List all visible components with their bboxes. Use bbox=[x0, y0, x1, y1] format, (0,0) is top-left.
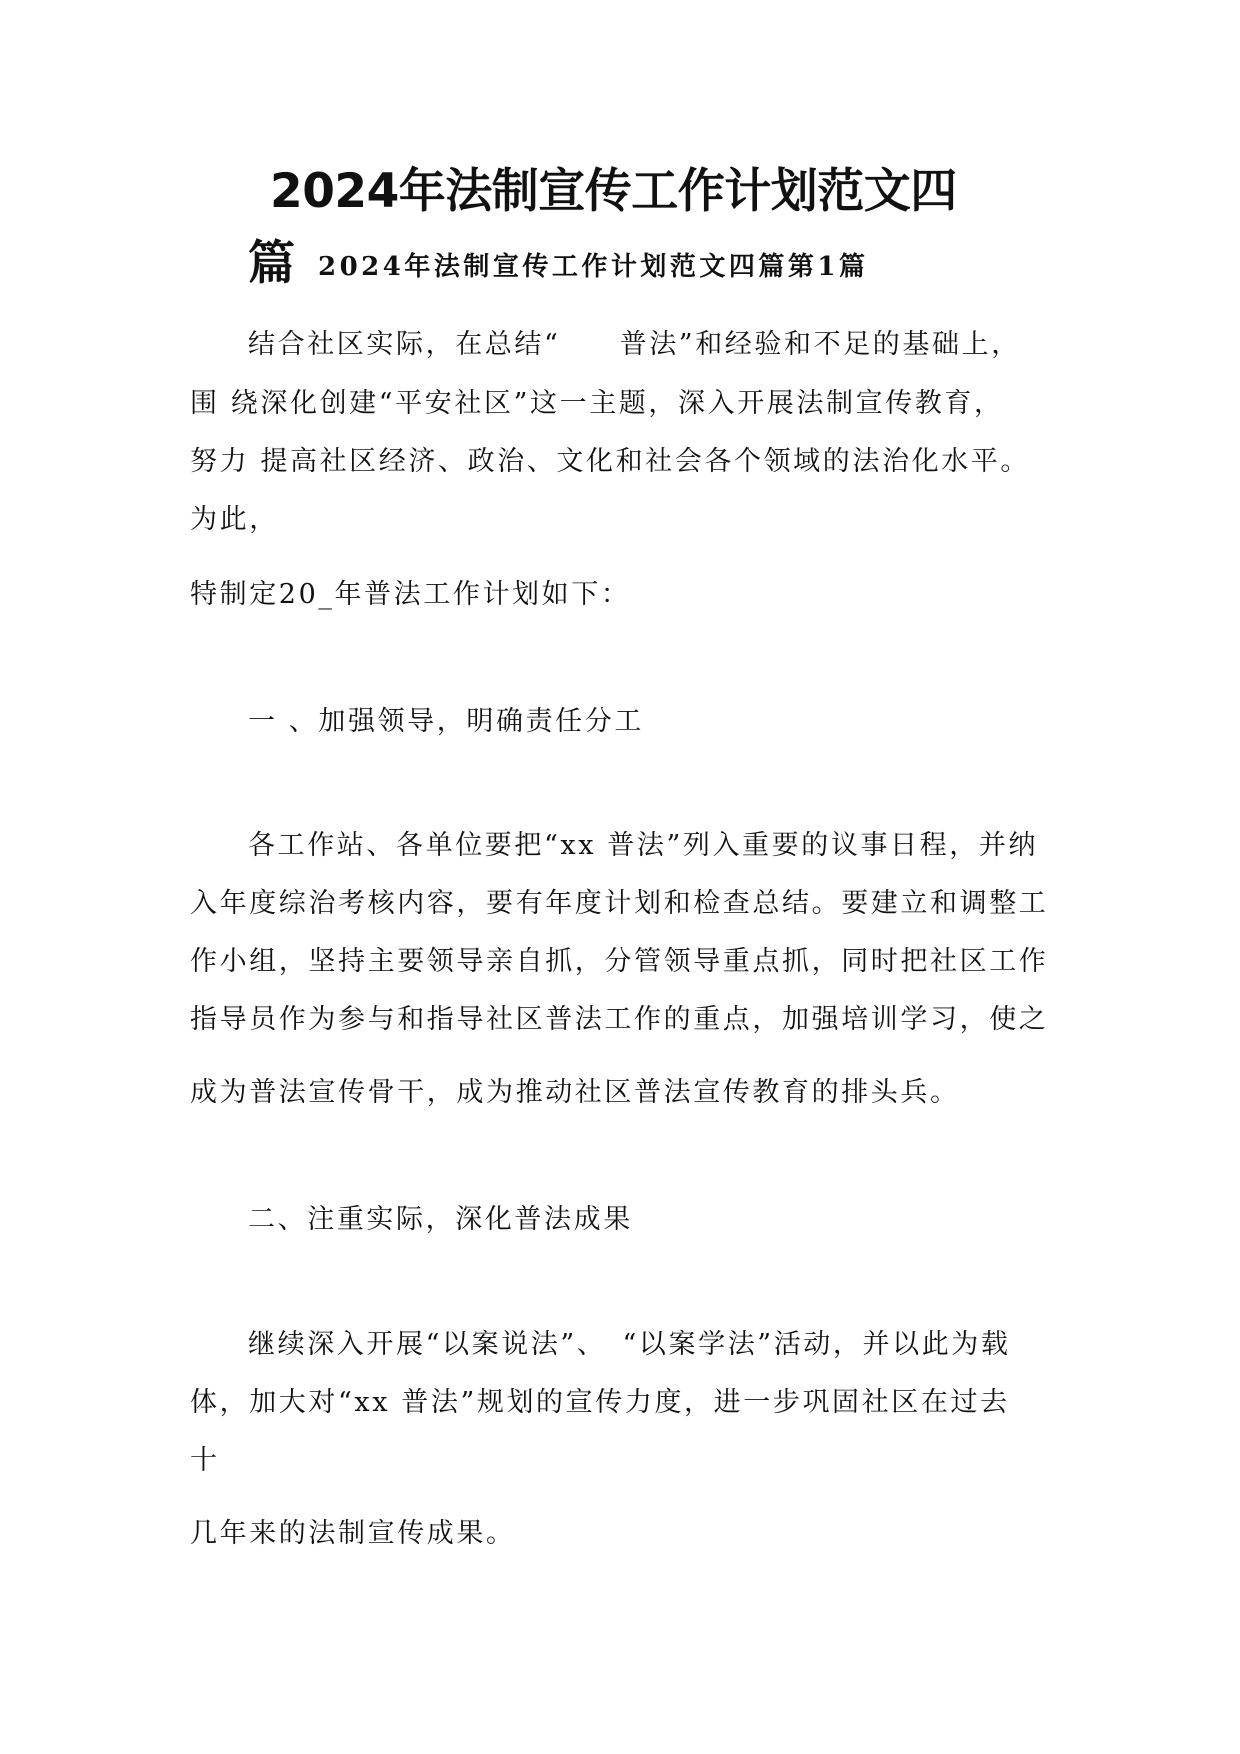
section2-line-1: 继续深入开展“以案说法”、 “以案学法”活动，并以此为载 bbox=[248, 1329, 1011, 1360]
intro-line-4: 为此， bbox=[190, 504, 279, 535]
section-heading-1: 一 、加强领导，明确责任分工 bbox=[248, 706, 644, 737]
document-title-line2: 篇 bbox=[248, 236, 295, 291]
section1-line-1: 各工作站、各单位要把“xx 普法”列入重要的议事日程，并纳 bbox=[248, 830, 1039, 861]
section1-line-3: 作小组，坚持主要领导亲自抓，分管领导重点抓，同时把社区工作 bbox=[190, 946, 1049, 977]
intro-line-5: 特制定20_年普法工作计划如下： bbox=[190, 579, 631, 610]
section-heading-2: 二、注重实际，深化普法成果 bbox=[248, 1204, 633, 1235]
intro-line-1: 结合社区实际，在总结“ 普法”和经验和不足的基础上， bbox=[248, 329, 1021, 360]
document-title-line1: 2024年法制宣传工作计划范文四 bbox=[270, 164, 957, 219]
intro-line-3: 努力 提高社区经济、政治、文化和社会各个领域的法治化水平。 bbox=[190, 446, 1030, 477]
section1-line-2: 入年度综治考核内容，要有年度计划和检查总结。要建立和调整工 bbox=[190, 888, 1049, 919]
section1-line-5: 成为普法宣传骨干，成为推动社区普法宣传教育的排头兵。 bbox=[190, 1077, 960, 1108]
section2-line-3: 十 bbox=[190, 1445, 220, 1476]
section2-line-4: 几年来的法制宣传成果。 bbox=[190, 1518, 516, 1549]
section1-line-4: 指导员作为参与和指导社区普法工作的重点，加强培训学习，使之 bbox=[190, 1004, 1049, 1035]
intro-line-2: 围 绕深化创建“平安社区”这一主题，深入开展法制宣传教育， bbox=[190, 388, 1004, 419]
section2-line-2: 体，加大对“xx 普法”规划的宣传力度，进一步巩固社区在过去 bbox=[190, 1387, 1010, 1418]
document-subtitle: 2024年法制宣传工作计划范文四篇第1篇 bbox=[318, 252, 869, 282]
